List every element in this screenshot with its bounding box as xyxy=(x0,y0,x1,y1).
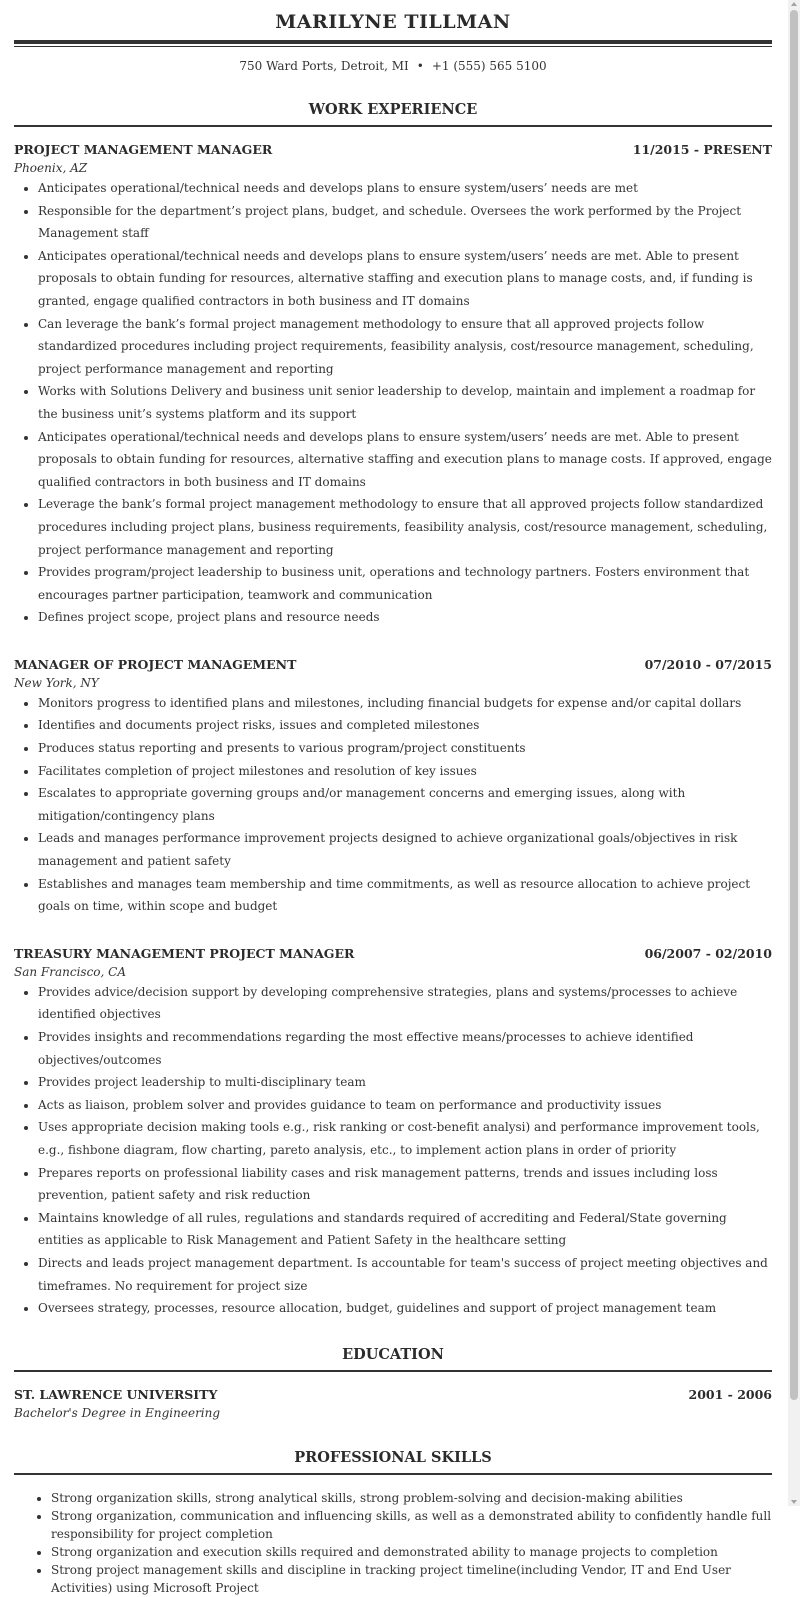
header-divider-thin xyxy=(14,46,772,47)
list-item: • Strong organization, communication and influencing skills, as well as a demonstrated ability to confidently handle full responsibility for project completion xyxy=(51,1507,772,1543)
skills-list xyxy=(14,1489,772,1597)
job-location: Phoenix, AZ xyxy=(14,161,88,175)
job-location: New York, NY xyxy=(14,675,99,690)
address: 750 Ward Ports, Detroit, MI xyxy=(239,59,409,73)
list-item: • Maintains knowledge of all rules, regulations and standards required of accrediting and Federal/State governing entities as applicable to Risk Management and Patient Safety in the healthcare setting xyxy=(38,1207,772,1252)
list-item: • Acts as liaison, problem solver and provides guidance to team on performance and productivity issues xyxy=(38,1094,772,1117)
job-bullets xyxy=(14,692,772,918)
job-dates: 11/2015 - PRESENT xyxy=(632,142,772,157)
list-item: • Provides project leadership to multi-disciplinary team xyxy=(38,1071,772,1094)
job-bullets xyxy=(14,177,772,629)
scroll-down-icon[interactable] xyxy=(791,1500,797,1504)
job-title: PROJECT MANAGEMENT MANAGER xyxy=(14,142,273,157)
section-title-work-experience: WORK EXPERIENCE xyxy=(308,101,478,118)
section-divider xyxy=(14,1370,772,1372)
list-item: • Escalates to appropriate governing groups and/or management concerns and emerging issues, along with mitigation/contingency plans xyxy=(38,782,772,827)
list-item: • Provides insights and recommendations regarding the most effective means/processes to achieve identified objectives/outcomes xyxy=(38,1026,772,1071)
list-item: • Anticipates operational/technical needs and develops plans to ensure system/users’ needs are met. Able to present proposals to obtain funding for resources, alternative staffing and execution plans to manage costs, and, if funding is granted, engage qualified contractors in both business and IT domains xyxy=(38,245,772,313)
list-item: • Provides advice/decision support by developing comprehensive strategies, plans and systems/processes to achieve identified objectives xyxy=(38,981,772,1026)
scrollbar-thumb[interactable] xyxy=(790,10,798,1400)
degree: Bachelor's Degree in Engineering xyxy=(14,1405,221,1420)
contact-line xyxy=(14,58,772,74)
scroll-up-icon[interactable] xyxy=(791,2,797,6)
phone: +1 (555) 565 5100 xyxy=(431,59,547,73)
list-item: • Responsible for the department’s project plans, budget, and schedule. Oversees the work performed by the Project Management staff xyxy=(38,200,772,245)
school-name: ST. LAWRENCE UNIVERSITY xyxy=(14,1386,218,1402)
list-item: • Anticipates operational/technical needs and develops plans to ensure system/users’ needs are met. Able to present proposals to obtain funding for resources, alternative staffing and execution plans to manage costs. If approved, engage qualified contractors in both business and IT domains xyxy=(38,426,772,494)
list-item: • Provides program/project leadership to business unit, operations and technology partners. Fosters environment that encourages partner participation, teamwork and communication xyxy=(38,561,772,606)
job-title: MANAGER OF PROJECT MANAGEMENT xyxy=(14,656,297,672)
section-divider xyxy=(14,1473,772,1475)
list-item: • Establishes and manages team membership and time commitments, as well as resource allocation to achieve project goals on time, within scope and budget xyxy=(38,873,772,918)
job-header xyxy=(14,656,772,674)
list-item: • Prepares reports on professional liability cases and risk management patterns, trends and issues including loss prevention, patient safety and risk reduction xyxy=(38,1162,772,1207)
list-item: • Defines project scope, project plans and resource needs xyxy=(38,606,772,629)
list-item: • Facilitates completion of project milestones and resolution of key issues xyxy=(38,760,772,783)
section-title-professional-skills: PROFESSIONAL SKILLS xyxy=(294,1448,492,1466)
job-entry xyxy=(14,656,772,918)
job-dates: 07/2010 - 07/2015 xyxy=(644,656,772,672)
job-entry xyxy=(14,945,772,1320)
list-item: • Directs and leads project management department. Is accountable for team's success of project meeting objectives and timeframes. No requirement for project size xyxy=(38,1252,772,1297)
job-location: San Francisco, CA xyxy=(14,964,127,979)
candidate-name: MARILYNE TILLMAN xyxy=(275,11,511,33)
list-item: • Strong organization and execution skills required and demonstrated ability to manage projects to completion xyxy=(51,1543,772,1561)
section-title-education: EDUCATION xyxy=(342,1345,444,1363)
education-header xyxy=(14,1386,772,1404)
list-item: • Produces status reporting and presents to various program/project constituents xyxy=(38,737,772,760)
job-header xyxy=(14,945,772,963)
contact-separator: • xyxy=(416,59,424,73)
job-bullets xyxy=(14,981,772,1320)
vertical-scrollbar[interactable] xyxy=(788,0,800,1506)
list-item: • Strong project management skills and discipline in tracking project timeline(including Vendor, IT and End User Activities) using Microsoft Project xyxy=(51,1561,772,1597)
list-item: • Monitors progress to identified plans and milestones, including financial budgets for expense and/or capital dollars xyxy=(38,692,772,715)
job-title: TREASURY MANAGEMENT PROJECT MANAGER xyxy=(14,945,355,961)
list-item: • Leads and manages performance improvement projects designed to achieve organizational goals/objectives in risk management and patient safety xyxy=(38,827,772,872)
section-divider xyxy=(14,125,772,127)
job-entry xyxy=(14,141,772,629)
list-item: • Uses appropriate decision making tools e.g., risk ranking or cost-benefit analysi) and performance improvement tools, e.g., fishbone diagram, flow charting, pareto analysis, etc., to implement action plans in order of priority xyxy=(38,1116,772,1161)
education-entry xyxy=(14,1386,772,1422)
education-dates: 2001 - 2006 xyxy=(688,1386,772,1402)
list-item: • Leverage the bank’s formal project management methodology to ensure that all approved projects follow standardized procedures including project plans, business requirements, feasibility analysis, cost/resource management, scheduling, project performance management and reporting xyxy=(38,493,772,561)
list-item: • Oversees strategy, processes, resource allocation, budget, guidelines and support of project management team xyxy=(38,1297,772,1320)
header-divider-thick xyxy=(14,40,772,44)
list-item: • Can leverage the bank’s formal project management methodology to ensure that all approved projects follow standardized procedures including project requirements, feasibility analysis, cost/resource management, scheduling, project performance management and reporting xyxy=(38,313,772,381)
resume-page xyxy=(14,0,772,1597)
job-dates: 06/2007 - 02/2010 xyxy=(644,945,772,961)
list-item: • Strong organization skills, strong analytical skills, strong problem-solving and decision-making abilities xyxy=(51,1489,772,1507)
list-item: • Identifies and documents project risks, issues and completed milestones xyxy=(38,714,772,737)
job-header xyxy=(14,141,772,159)
list-item: • Anticipates operational/technical needs and develops plans to ensure system/users’ needs are met xyxy=(38,177,772,200)
list-item: • Works with Solutions Delivery and business unit senior leadership to develop, maintain and implement a roadmap for the business unit’s systems platform and its support xyxy=(38,380,772,425)
